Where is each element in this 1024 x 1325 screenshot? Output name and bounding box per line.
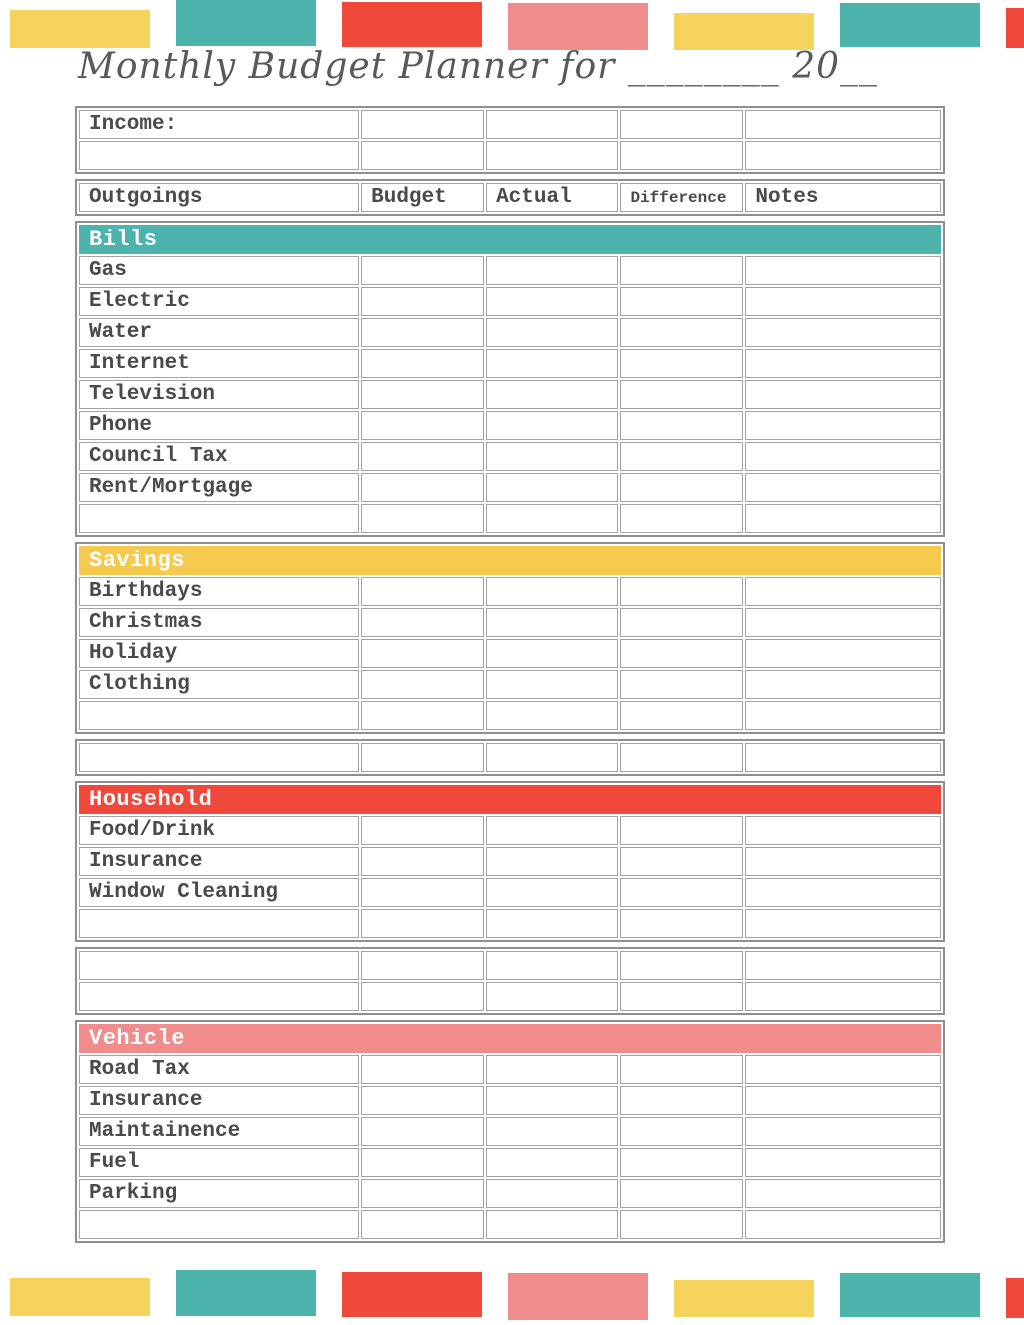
planner-row [79, 847, 941, 876]
item-label-cell: Electric [79, 287, 359, 316]
section-header-row [79, 785, 941, 814]
income-block [75, 106, 945, 174]
planner-row [79, 982, 941, 1011]
budget-cell [361, 670, 484, 699]
budget-cell [361, 141, 484, 170]
actual-cell [486, 701, 618, 730]
actual-cell [486, 1148, 618, 1177]
difference-cell [620, 256, 743, 285]
planner-row [79, 318, 941, 347]
difference-cell [620, 847, 743, 876]
item-label-cell: Phone [79, 411, 359, 440]
difference-cell [620, 110, 743, 139]
item-label-cell: Window Cleaning [79, 878, 359, 907]
item-label-cell: Clothing [79, 670, 359, 699]
actual-cell [486, 473, 618, 502]
item-label-cell: Insurance [79, 1086, 359, 1115]
difference-cell [620, 380, 743, 409]
item-label-cell: Christmas [79, 608, 359, 637]
actual-cell [486, 878, 618, 907]
difference-cell [620, 1055, 743, 1084]
outgoings-header-block [75, 179, 945, 216]
difference-cell [620, 577, 743, 606]
difference-cell [620, 909, 743, 938]
notes-cell [745, 909, 941, 938]
planner-row [79, 701, 941, 730]
difference-cell [620, 504, 743, 533]
difference-cell [620, 411, 743, 440]
budget-cell [361, 1179, 484, 1208]
color-block [10, 10, 150, 48]
column-header-budget: Budget [361, 183, 484, 212]
budget-cell [361, 411, 484, 440]
section-header-household: Household [79, 785, 941, 814]
item-label-cell: Road Tax [79, 1055, 359, 1084]
actual-cell [486, 608, 618, 637]
difference-cell [620, 1148, 743, 1177]
planner-row [79, 141, 941, 170]
notes-cell [745, 318, 941, 347]
section-block-vehicle [75, 1020, 945, 1243]
color-block [176, 1270, 316, 1316]
planner-row [79, 1117, 941, 1146]
budget-cell [361, 110, 484, 139]
section-block-bills [75, 221, 945, 537]
color-block [1006, 8, 1024, 48]
actual-cell [486, 847, 618, 876]
planner-row [79, 1179, 941, 1208]
budget-cell [361, 701, 484, 730]
section-header-row [79, 1024, 941, 1053]
budget-cell [361, 878, 484, 907]
item-label-cell: Rent/Mortgage [79, 473, 359, 502]
color-block [342, 1272, 482, 1317]
difference-cell [620, 287, 743, 316]
actual-cell [486, 141, 618, 170]
section-block-savings [75, 542, 945, 734]
planner-row [79, 670, 941, 699]
planner-row [79, 110, 941, 139]
section-header-bills: Bills [79, 225, 941, 254]
difference-cell [620, 1117, 743, 1146]
difference-cell [620, 318, 743, 347]
notes-cell [745, 110, 941, 139]
budget-cell [361, 1210, 484, 1239]
item-label-cell: Gas [79, 256, 359, 285]
actual-cell [486, 909, 618, 938]
difference-cell [620, 473, 743, 502]
item-label-cell: Food/Drink [79, 816, 359, 845]
notes-cell [745, 442, 941, 471]
notes-cell [745, 141, 941, 170]
notes-cell [745, 951, 941, 980]
actual-cell [486, 577, 618, 606]
difference-cell [620, 442, 743, 471]
spacer-block [75, 739, 945, 776]
actual-cell [486, 982, 618, 1011]
difference-cell [620, 1086, 743, 1115]
difference-cell [620, 608, 743, 637]
difference-cell [620, 670, 743, 699]
column-header-notes: Notes [745, 183, 941, 212]
planner-row [79, 1055, 941, 1084]
budget-cell [361, 349, 484, 378]
budget-cell [361, 287, 484, 316]
planner-row [79, 909, 941, 938]
top-border-strip [10, 0, 1024, 50]
notes-cell [745, 473, 941, 502]
budget-cell [361, 504, 484, 533]
section-block-household [75, 781, 945, 942]
planner-row [79, 743, 941, 772]
column-header-outgoings: Outgoings [79, 183, 359, 212]
difference-cell [620, 743, 743, 772]
notes-cell [745, 816, 941, 845]
color-block [840, 1273, 980, 1317]
planner-row [79, 878, 941, 907]
notes-cell [745, 847, 941, 876]
actual-cell [486, 256, 618, 285]
actual-cell [486, 1179, 618, 1208]
color-block [508, 3, 648, 50]
item-label-cell [79, 1210, 359, 1239]
item-label-cell: Council Tax [79, 442, 359, 471]
item-label-cell: Internet [79, 349, 359, 378]
planner-row [79, 256, 941, 285]
item-label-cell [79, 982, 359, 1011]
notes-cell [745, 1086, 941, 1115]
planner-row [79, 1086, 941, 1115]
item-label-cell: Parking [79, 1179, 359, 1208]
planner-row [79, 411, 941, 440]
actual-cell [486, 411, 618, 440]
actual-cell [486, 504, 618, 533]
actual-cell [486, 639, 618, 668]
item-label-cell: Maintainence [79, 1117, 359, 1146]
color-block [840, 3, 980, 47]
item-label-cell [79, 141, 359, 170]
difference-cell [620, 701, 743, 730]
budget-cell [361, 380, 484, 409]
actual-cell [486, 743, 618, 772]
item-label-cell: Birthdays [79, 577, 359, 606]
notes-cell [745, 743, 941, 772]
planner-table [75, 106, 945, 1248]
difference-cell [620, 816, 743, 845]
page-title: Monthly Budget Planner for ________ 20__ [78, 46, 879, 87]
notes-cell [745, 701, 941, 730]
budget-cell [361, 318, 484, 347]
planner-row [79, 1148, 941, 1177]
item-label-cell: Income: [79, 110, 359, 139]
planner-row [79, 1210, 941, 1239]
item-label-cell [79, 743, 359, 772]
planner-row [79, 473, 941, 502]
notes-cell [745, 1117, 941, 1146]
budget-cell [361, 816, 484, 845]
item-label-cell [79, 701, 359, 730]
actual-cell [486, 951, 618, 980]
actual-cell [486, 287, 618, 316]
section-header-savings: Savings [79, 546, 941, 575]
item-label-cell [79, 909, 359, 938]
notes-cell [745, 1179, 941, 1208]
actual-cell [486, 816, 618, 845]
notes-cell [745, 878, 941, 907]
budget-cell [361, 1148, 484, 1177]
notes-cell [745, 982, 941, 1011]
budget-cell [361, 982, 484, 1011]
budget-cell [361, 743, 484, 772]
section-header-row [79, 546, 941, 575]
column-header-actual: Actual [486, 183, 618, 212]
budget-cell [361, 1086, 484, 1115]
actual-cell [486, 1086, 618, 1115]
color-block [674, 1280, 814, 1317]
difference-cell [620, 951, 743, 980]
planner-row [79, 349, 941, 378]
actual-cell [486, 110, 618, 139]
difference-cell [620, 878, 743, 907]
budget-cell [361, 473, 484, 502]
planner-row [79, 442, 941, 471]
notes-cell [745, 577, 941, 606]
actual-cell [486, 1117, 618, 1146]
notes-cell [745, 504, 941, 533]
actual-cell [486, 349, 618, 378]
difference-cell [620, 349, 743, 378]
color-block [508, 1273, 648, 1320]
budget-cell [361, 1117, 484, 1146]
color-block [1006, 1278, 1024, 1318]
item-label-cell: Insurance [79, 847, 359, 876]
notes-cell [745, 639, 941, 668]
planner-row [79, 380, 941, 409]
notes-cell [745, 380, 941, 409]
section-header-vehicle: Vehicle [79, 1024, 941, 1053]
notes-cell [745, 608, 941, 637]
planner-row [79, 816, 941, 845]
bottom-border-strip [10, 1270, 1024, 1320]
actual-cell [486, 1055, 618, 1084]
planner-row [79, 951, 941, 980]
notes-cell [745, 287, 941, 316]
planner-row [79, 504, 941, 533]
difference-cell [620, 141, 743, 170]
budget-cell [361, 608, 484, 637]
section-header-row [79, 225, 941, 254]
spacer-block [75, 947, 945, 1015]
column-header-row [79, 183, 941, 212]
budget-cell [361, 442, 484, 471]
difference-cell [620, 1210, 743, 1239]
item-label-cell [79, 504, 359, 533]
color-block [674, 13, 814, 50]
planner-row [79, 287, 941, 316]
actual-cell [486, 442, 618, 471]
item-label-cell: Holiday [79, 639, 359, 668]
budget-cell [361, 951, 484, 980]
notes-cell [745, 349, 941, 378]
notes-cell [745, 256, 941, 285]
notes-cell [745, 1055, 941, 1084]
budget-cell [361, 909, 484, 938]
difference-cell [620, 639, 743, 668]
color-block [176, 0, 316, 46]
item-label-cell [79, 951, 359, 980]
color-block [10, 1278, 150, 1316]
budget-cell [361, 847, 484, 876]
actual-cell [486, 380, 618, 409]
budget-cell [361, 256, 484, 285]
planner-row [79, 577, 941, 606]
difference-cell [620, 1179, 743, 1208]
actual-cell [486, 670, 618, 699]
item-label-cell: Television [79, 380, 359, 409]
actual-cell [486, 318, 618, 347]
budget-cell [361, 577, 484, 606]
notes-cell [745, 411, 941, 440]
column-header-difference: Difference [620, 183, 743, 212]
budget-cell [361, 1055, 484, 1084]
planner-row [79, 608, 941, 637]
notes-cell [745, 1210, 941, 1239]
notes-cell [745, 1148, 941, 1177]
item-label-cell: Water [79, 318, 359, 347]
notes-cell [745, 670, 941, 699]
difference-cell [620, 982, 743, 1011]
budget-cell [361, 639, 484, 668]
planner-row [79, 639, 941, 668]
item-label-cell: Fuel [79, 1148, 359, 1177]
actual-cell [486, 1210, 618, 1239]
color-block [342, 2, 482, 47]
